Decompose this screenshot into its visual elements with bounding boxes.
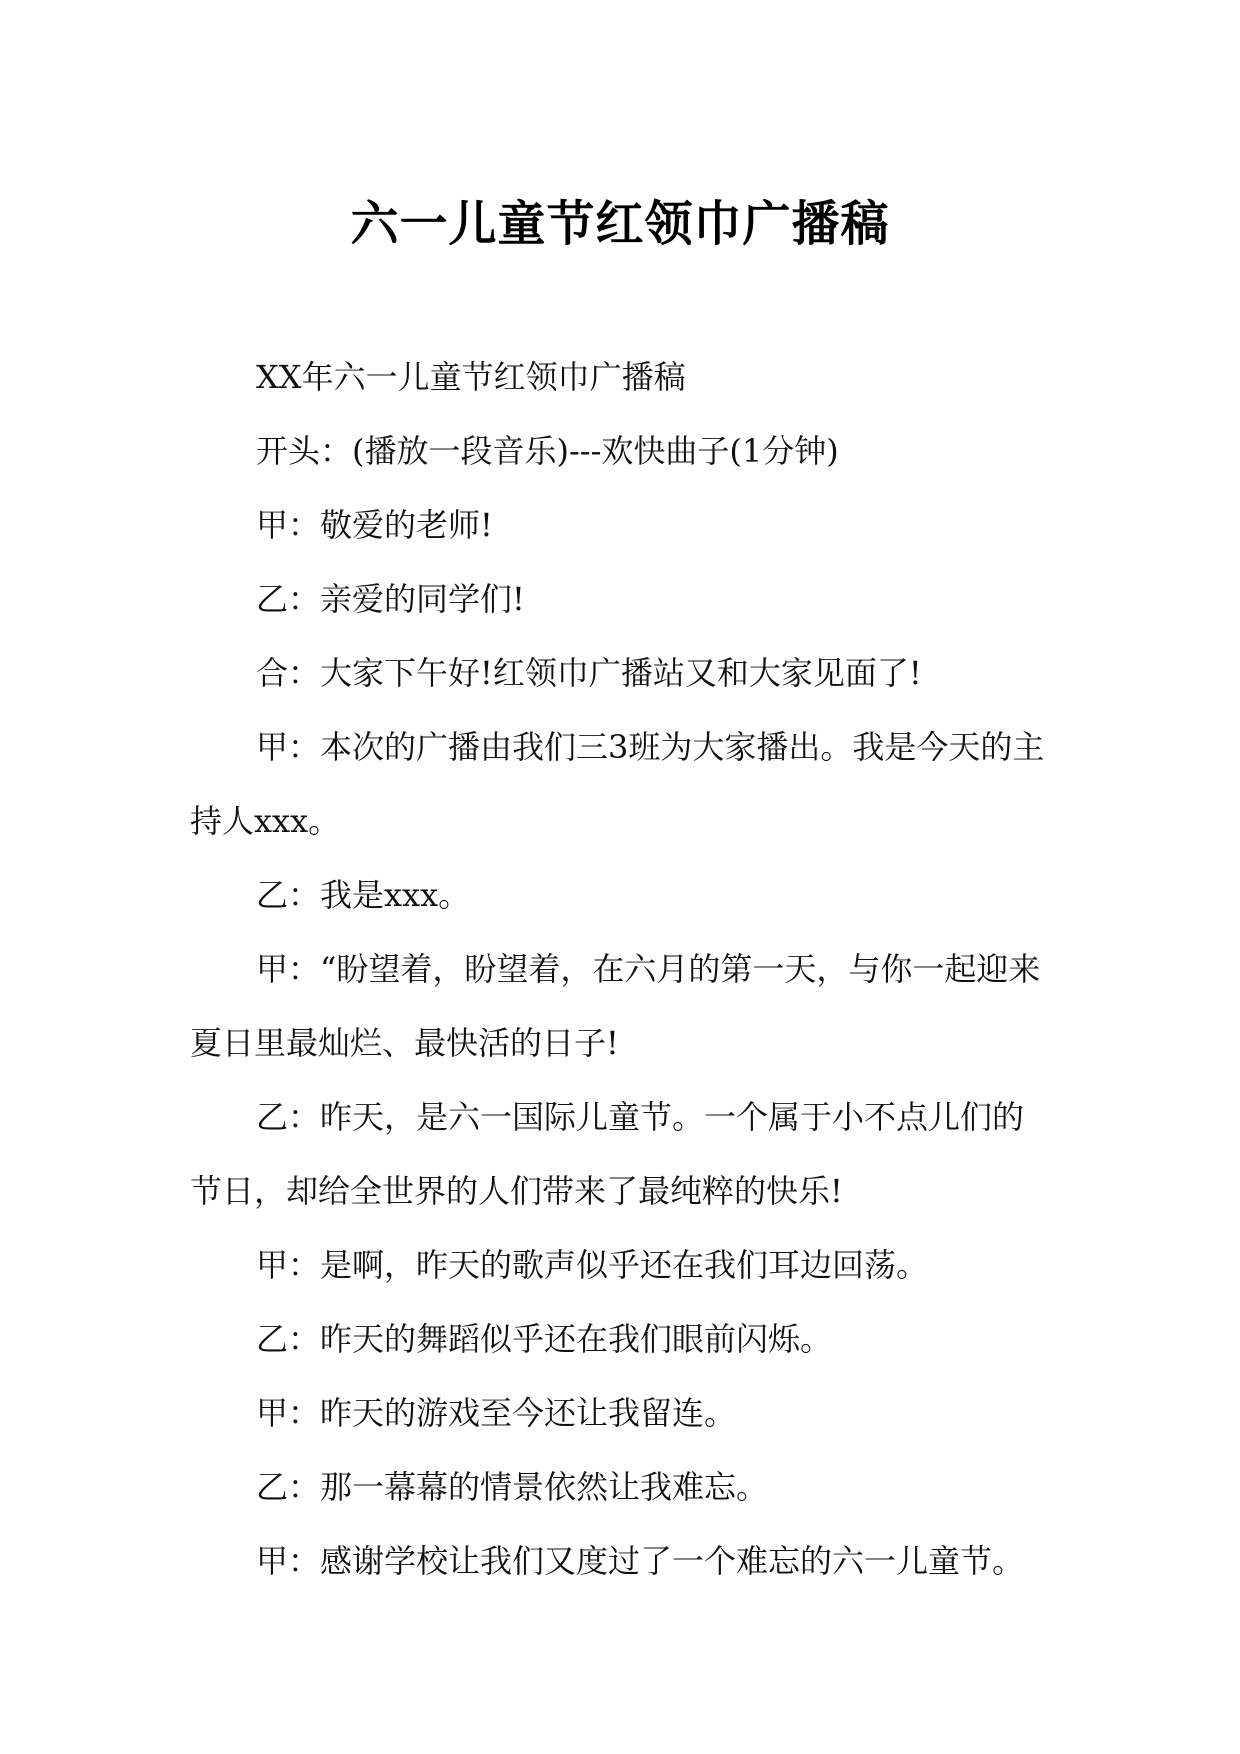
document-body <box>190 340 1050 1598</box>
paragraph: 乙：昨天的舞蹈似乎还在我们眼前闪烁。 <box>256 1320 833 1358</box>
document-title: 六一儿童节红领巾广播稿 <box>350 196 890 253</box>
paragraph: 甲：感谢学校让我们又度过了一个难忘的六一儿童节。 <box>256 1542 1025 1580</box>
paragraph: 甲：昨天的游戏至今还让我留连。 <box>256 1394 737 1432</box>
paragraph: 甲：“盼望着，盼望着，在六月的第一天，与你一起迎来夏日里最灿烂、最快活的日子! <box>190 950 1041 1062</box>
paragraph: 乙：我是xxx。 <box>256 876 471 914</box>
paragraph: XX年六一儿童节红领巾广播稿 <box>256 358 686 396</box>
paragraph: 乙：那一幕幕的情景依然让我难忘。 <box>256 1468 769 1506</box>
paragraph: 甲：是啊，昨天的歌声似乎还在我们耳边回荡。 <box>256 1246 929 1284</box>
paragraph: 甲：本次的广播由我们三3班为大家播出。我是今天的主持人xxx。 <box>190 728 1045 840</box>
paragraph: 甲：敬爱的老师! <box>256 506 493 544</box>
paragraph: 合：大家下午好!红领巾广播站又和大家见面了! <box>256 654 922 692</box>
paragraph: 开头：(播放一段音乐)---欢快曲子(1分钟) <box>256 432 839 470</box>
paragraph: 乙：亲爱的同学们! <box>256 580 525 618</box>
paragraph: 乙：昨天，是六一国际儿童节。一个属于小不点儿们的节日，却给全世界的人们带来了最纯粹的快乐! <box>190 1098 1025 1210</box>
